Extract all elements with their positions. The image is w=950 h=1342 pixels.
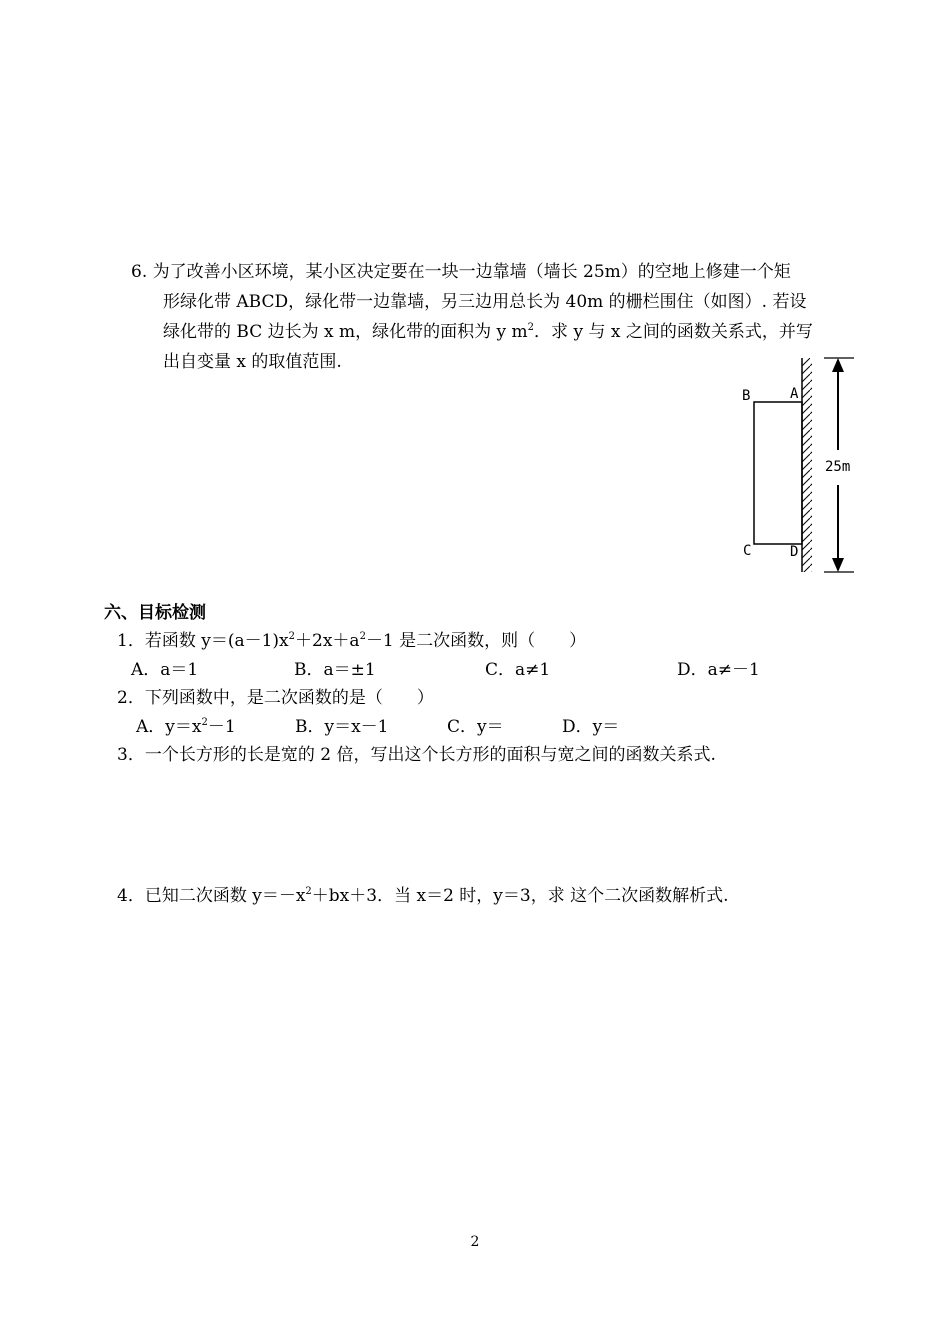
superscript: 2 — [359, 631, 366, 642]
q1-text-b: ＋2x＋a — [295, 631, 360, 651]
q2-option-a — [136, 717, 236, 737]
label-b: B — [742, 388, 751, 404]
q2-option-a-text: A．y＝x — [136, 717, 202, 737]
question-4-stem — [117, 886, 729, 906]
q1-text-a: 1．若函数 y＝(a－1)x — [117, 631, 289, 651]
wall-length-label: 25m — [825, 459, 851, 475]
wall-hatching — [802, 358, 812, 572]
q4-text-a: 4．已知二次函数 y＝－x — [117, 886, 306, 906]
page-number: 2 — [470, 1234, 480, 1250]
problem-6-text-3b: ．求 y 与 x 之间的函数关系式，并写 — [534, 322, 813, 342]
dimension-arrow-up — [832, 358, 844, 372]
superscript: 2 — [305, 886, 312, 897]
superscript: 2 — [201, 717, 208, 728]
dimension-arrow-down — [832, 558, 844, 572]
problem-6-line-1 — [131, 262, 791, 282]
green-belt-rectangle — [754, 402, 802, 544]
problem-6-line-3 — [163, 322, 813, 342]
q4-text-b: ＋bx＋3．当 x＝2 时，y＝3，求 这个二次函数解析式. — [311, 886, 729, 906]
problem-6-text-1: 为了改善小区环境，某小区决定要在一块一边靠墙（墙长 25m）的空地上修建一个矩 — [152, 262, 791, 282]
q1-option-d: D．a≠－1 — [677, 660, 760, 680]
q2-option-a-tail: －1 — [207, 717, 236, 737]
q2-option-d: D．y＝ — [562, 717, 620, 737]
label-c: C — [743, 543, 752, 559]
question-1-stem — [117, 631, 586, 651]
q2-option-c: C．y＝ — [447, 717, 504, 737]
section-title: 六、目标检测 — [104, 603, 206, 623]
problem-6-number: 6. — [131, 262, 148, 282]
q2-option-b: B．y＝x－1 — [295, 717, 389, 737]
q1-option-a: A．a＝1 — [131, 660, 199, 680]
problem-6-text-3a: 绿化带的 BC 边长为 x m，绿化带的面积为 y m — [163, 322, 528, 342]
label-a: A — [790, 386, 799, 402]
superscript: 2 — [527, 322, 535, 333]
question-3-stem: 3．一个长方形的长是宽的 2 倍，写出这个长方形的面积与宽之间的函数关系式. — [117, 745, 716, 765]
problem-6-line-2: 形绿化带 ABCD，绿化带一边靠墙，另三边用总长为 40m 的栅栏围住（如图）. 若设 — [163, 292, 807, 312]
q1-option-c: C．a≠1 — [485, 660, 551, 680]
problem-6-line-4: 出自变量 x 的取值范围. — [163, 352, 342, 372]
superscript: 2 — [288, 631, 296, 642]
q1-text-c: －1 是二次函数，则（ ） — [365, 631, 587, 651]
q1-option-b: B．a＝±1 — [294, 660, 376, 680]
question-2-stem: 2．下列函数中，是二次函数的是（ ） — [117, 688, 434, 708]
label-d: D — [790, 544, 799, 560]
rectangle-wall-figure — [730, 350, 870, 580]
